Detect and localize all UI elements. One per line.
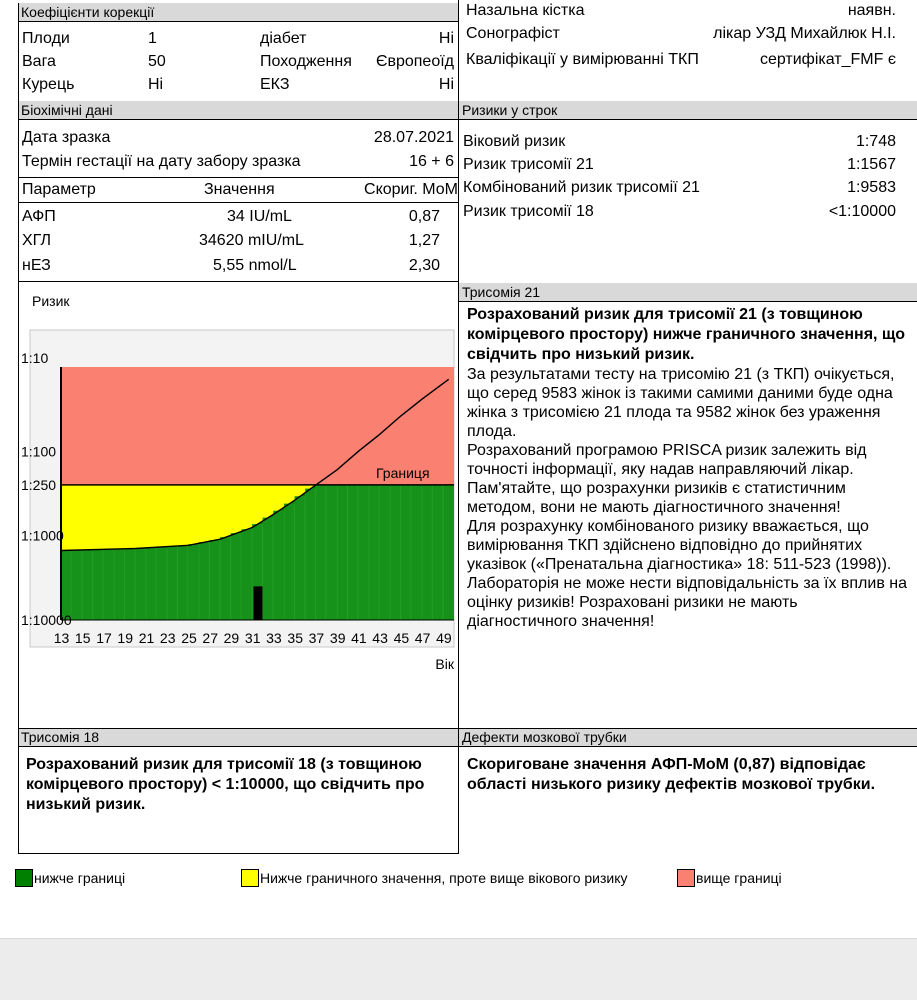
x-tick-label: 41	[351, 630, 367, 646]
y-tick-label: 1:100	[21, 443, 57, 460]
param-mom: 2,30	[408, 257, 440, 274]
t18-header: Трисомія 18	[18, 728, 459, 747]
y-tick-label: 1:10000	[21, 612, 72, 628]
age-bar	[443, 485, 453, 620]
sample-date-row	[22, 127, 454, 149]
x-tick-label: 31	[244, 630, 261, 646]
info-label: Назальна кістка	[466, 2, 585, 19]
risk-row	[463, 154, 896, 176]
age-bar	[125, 549, 135, 620]
x-tick-label: 33	[266, 630, 282, 646]
t21-paragraph: За результатами тесту на трисомію 21 (з ТКП) очікується, що серед 9583 жінок із такими самими даними буде одна жінка з трисомією 21 плода та 9582 жінок без ураження плода.	[467, 366, 895, 440]
age-bar	[114, 549, 124, 620]
age-bar	[93, 550, 103, 621]
risk-label: Ризик трисомії 18	[463, 203, 594, 220]
chart-bottom-border	[18, 728, 917, 729]
param-row	[22, 255, 440, 277]
correction-row	[22, 74, 456, 96]
info-value: наявн.	[847, 2, 896, 19]
x-tick-label: 27	[202, 630, 218, 646]
age-bar	[61, 550, 71, 620]
age-bar	[178, 546, 188, 620]
t21-paragraph: Розрахований програмою PRISCA ризик залежить від точності інформації, яку надав направляючий лікар.	[467, 442, 867, 478]
x-tick-label: 25	[181, 630, 197, 646]
risk-row	[463, 201, 896, 223]
x-tick-label: 29	[223, 630, 240, 646]
x-tick-label: 21	[138, 630, 155, 646]
age-bar	[433, 485, 443, 620]
correction-label: Вага	[22, 53, 56, 70]
age-bar	[231, 533, 241, 620]
y-tick-label: 1:1000	[21, 527, 64, 544]
risk-label: Ризик трисомії 21	[463, 156, 594, 173]
correction-label: ЕКЗ	[260, 76, 290, 93]
risk-label: Комбінований ризик трисомії 21	[463, 179, 700, 196]
age-bar	[295, 496, 305, 620]
param-mom: 1,27	[408, 232, 440, 249]
x-tick-label: 15	[74, 630, 91, 646]
x-tick-label: 43	[372, 630, 388, 646]
param-name: ХГЛ	[22, 232, 51, 249]
info-row	[466, 49, 896, 71]
age-bar	[263, 518, 273, 620]
info-label: Кваліфікації у вимірюванні ТКП	[466, 51, 699, 68]
y-tick-label: 1:250	[21, 476, 57, 493]
correction-label: Курець	[22, 76, 75, 93]
gestation-row	[22, 151, 454, 173]
legend-swatch-between	[241, 869, 259, 887]
correction-value: 1	[148, 30, 157, 47]
correction-left-border	[18, 3, 19, 101]
correction-label: Походження	[260, 53, 352, 70]
x-tick-label: 17	[96, 630, 112, 646]
age-bar	[146, 548, 156, 621]
age-bar	[412, 485, 422, 620]
legend-swatch-below	[15, 869, 33, 887]
y-tick-label: 1:10	[21, 350, 49, 366]
age-bar	[348, 485, 358, 620]
t21-conclusion: Розрахований ризик для трисомії 21 (з товщиною комірцевого простору) нижче граничного значення, що свідчить про низький ризик.	[467, 306, 905, 363]
age-bar	[189, 544, 199, 620]
info-row	[466, 23, 896, 45]
page-footer-area	[0, 938, 917, 1000]
param-value: 5,55 nmol/L	[213, 257, 297, 274]
param-mom: 0,87	[408, 208, 440, 225]
x-tick-label: 49	[436, 630, 452, 646]
age-bar	[380, 485, 390, 620]
bottom-border	[18, 853, 459, 854]
info-label: Сонографіст	[466, 25, 560, 42]
correction-value: 50	[148, 53, 166, 70]
risk-value: 1:1567	[847, 156, 896, 173]
x-tick-label: 45	[393, 630, 410, 646]
age-bar	[242, 529, 252, 620]
chart-panel	[18, 282, 459, 728]
age-bar	[135, 548, 145, 620]
age-bar	[316, 485, 326, 620]
biochem-bottom-border	[18, 281, 459, 282]
age-bar	[104, 549, 114, 620]
age-bar	[358, 485, 368, 620]
param-row	[22, 206, 440, 228]
correction-header: Коефіцієнти корекції	[18, 3, 458, 22]
ntd-header: Дефекти мозкової трубки	[459, 728, 917, 747]
risk-row	[463, 131, 896, 153]
info-row	[466, 0, 896, 22]
age-bar	[82, 550, 92, 620]
sample-date-label: Дата зразка	[22, 129, 111, 146]
legend-label-below: нижче границі	[34, 870, 126, 886]
x-tick-label: 13	[53, 630, 70, 646]
x-tick-label: 47	[414, 630, 431, 646]
age-bar	[273, 511, 283, 620]
x-tick-label: 19	[117, 630, 133, 646]
t21-paragraph: Для розрахунку комбінованого ризику вважається, що вимірювання ТКП здійснено відповідно до прийнятих указівок («Пренатальна діагностика» 18: 511-523 (1998)).	[467, 518, 892, 573]
risk-chart	[18, 282, 459, 728]
chart-title: Ризик	[32, 293, 70, 309]
gestation-label: Термін гестації на дату забору зразка	[22, 153, 301, 170]
info-value: лікар УЗД Михайлюк Н.І.	[713, 25, 896, 42]
param-row	[22, 230, 440, 252]
age-bar	[390, 485, 400, 620]
age-bar	[210, 540, 220, 620]
legend-label-above: вище границі	[696, 870, 782, 886]
risk-value: 1:748	[855, 133, 896, 150]
center-divider	[458, 0, 459, 854]
correction-label: Плоди	[22, 30, 70, 47]
gestation-value: 16 + 6	[409, 153, 454, 170]
age-bar	[167, 546, 177, 620]
age-bar	[401, 485, 411, 620]
t21-paragraph: Лабораторія не може нести відповідальність за їх вплив на оцінку ризиків! Розраховані ризики не мають діагностичного значення!	[467, 575, 908, 630]
risk-row	[463, 177, 896, 199]
correction-label: діабет	[260, 30, 307, 47]
risks-header: Ризики у строк	[459, 101, 917, 120]
divider	[18, 202, 458, 203]
param-value: 34 IU/mL	[227, 208, 292, 225]
col-param: Параметр	[22, 181, 96, 198]
x-tick-label: 39	[329, 630, 346, 646]
col-value: Значення	[204, 181, 275, 198]
age-bar	[369, 485, 379, 620]
x-tick-label: 23	[159, 630, 176, 646]
patient-risk-marker	[254, 586, 263, 620]
cutoff-label: Границя	[376, 464, 430, 481]
age-bar	[157, 547, 167, 620]
age-bar	[327, 485, 337, 620]
risk-label: Віковий ризик	[463, 133, 566, 150]
param-name: АФП	[22, 208, 56, 225]
correction-row	[22, 28, 456, 50]
param-name: нЕЗ	[22, 257, 51, 274]
divider	[18, 177, 458, 178]
age-bar	[220, 537, 230, 620]
age-bar	[422, 485, 432, 620]
correction-row	[22, 51, 456, 73]
t21-body	[467, 305, 907, 631]
t21-paragraph: Пам'ятайте, що розрахунки ризиків є статистичним методом, вони не мають діагностичного значення!	[467, 480, 846, 516]
legend-label-between: Нижче граничного значення, проте вище вікового ризику	[260, 870, 628, 886]
risk-value: 1:9583	[847, 179, 896, 196]
param-table-header	[22, 179, 458, 201]
sample-date-value: 28.07.2021	[373, 129, 454, 146]
t18-conclusion: Розрахований ризик для трисомії 18 (з товщиною комірцевого простору) < 1:10000, що свідчить про низький ризик.	[26, 756, 425, 813]
x-axis-label: Вік	[435, 656, 454, 672]
legend-swatch-above	[677, 869, 695, 887]
biochem-header: Біохімічні дані	[18, 101, 458, 120]
correction-value: Ні	[438, 30, 454, 47]
outer-left-border	[18, 101, 19, 854]
age-bar	[284, 504, 294, 620]
col-mom: Скориг. МоМ	[364, 181, 458, 198]
age-bar	[305, 489, 315, 620]
param-value: 34620 mIU/mL	[199, 232, 304, 249]
x-tick-label: 37	[308, 630, 325, 646]
info-value: сертифікат_FMF є	[759, 51, 896, 68]
correction-value: Ні	[148, 76, 164, 93]
age-bar	[72, 550, 82, 620]
ntd-conclusion: Скориговане значення АФП-МоМ (0,87) відповідає області низького ризику дефектів мозкової трубки.	[467, 756, 876, 793]
t21-header: Трисомія 21	[459, 283, 917, 302]
x-tick-label: 35	[287, 630, 303, 646]
age-bar	[337, 485, 347, 620]
age-bar	[199, 542, 209, 620]
correction-value: Європеоїд	[375, 53, 454, 70]
risk-value: <1:10000	[828, 203, 896, 220]
correction-value: Ні	[438, 76, 454, 93]
